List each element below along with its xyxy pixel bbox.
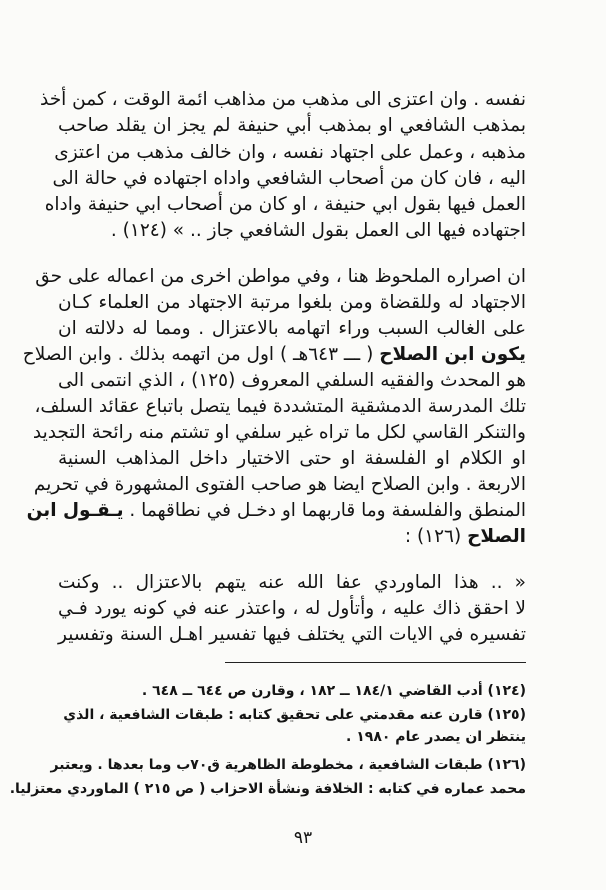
text-line: اجتهاده فيها الى العمل بقول الشافعي جاز .. » (١٢٤) . (110, 220, 526, 241)
text-line: مذهبه ، وعمل على اجتهاد نفسه ، وان خالف مذهب من اعتزى (54, 142, 526, 163)
text-line: تلك المدرسة الدمشقية المتشددة فيما يتصل باتباع عقائد السلف، (34, 396, 526, 417)
footnote: محمد عماره في كتابه : الخلافة ونشأة الاحزاب ( ص ٢١٥ ) الماوردي معتزليا. (9, 781, 526, 797)
text-run: (١٢٦) : (404, 526, 462, 547)
text-line: بمذهب الشافعي او بمذهب أبي حنيفة لم يجز ان يقلد صاحب (58, 115, 526, 136)
text-line: العمل فيها بقول ابي حنيفة ، او كان من أصحاب ابي حنيفة واداه (44, 194, 526, 215)
text-line: هو المحدث والفقيه السلفي المعروف (١٢٥) ، الذي انتمى الى (58, 370, 526, 391)
text-line: الاجتهاد له وللقضاة ومن بلغوا مرتبة الاجتهاد من العلماء كـان (58, 292, 526, 313)
author-name-bold: يـقـول ابن (26, 500, 124, 521)
page-number: ٩٣ (293, 828, 313, 848)
text-line: نفسه . وان اعتزى الى مذهب من مذاهب ائمة الوقت ، كمن أخذ (40, 89, 526, 110)
text-line: « .. هذا الماوردي عفا الله عنه يتهم بالاعتزال .. وكنت (58, 572, 526, 593)
text-line: الاربعة . وابن الصلاح ايضا هو صاحب الفتوى المشهورة في تحريم (33, 474, 526, 495)
author-name-bold: يكون ابن الصلاح (379, 344, 526, 365)
text-line (58, 525, 526, 549)
footnote: (١٢٥) قارن عنه مقدمتي على تحقيق كتابه : طبقات الشافعية ، الذي (63, 707, 526, 723)
text-run: المنطق والفلسفة وما قاربهما او دخـل في نطاقهما . (129, 500, 526, 521)
footnote: (١٢٦) طبقات الشافعية ، مخطوطة الظاهرية ق٧٠ب وما بعدها . ويعتبر (50, 757, 526, 773)
text-line: على الغالب السبب وراء اتهامه بالاعتزال . ومما له دلالته ان (58, 318, 526, 339)
footnote: (١٢٤) أدب القاضي ١٨٤/١ ــ ١٨٢ ، وقارن ص ٦٤٤ ــ ٦٤٨ . (141, 683, 526, 699)
text-line: والتنكر القاسي لكل ما تراه غير سلفي او تشتم منه رائحة التجديد (32, 422, 526, 443)
author-name-bold: الصلاح (467, 526, 526, 547)
text-line (22, 343, 526, 367)
footnote: ينتظر ان يصدر عام ١٩٨٠ . (346, 729, 526, 745)
text-line: او الكلام او الفلسفة او حتى الاختيار داخل المذاهب السنية (58, 448, 526, 469)
text-line (26, 499, 526, 523)
text-line: لا احقق ذاك عليه ، وأتأول له ، واعتذر عنه في كونه يورد فـي (58, 598, 526, 619)
text-line: اليه ، فان كان من أصحاب الشافعي واداه اجتهاده في حالة الى (52, 168, 526, 189)
footnote-divider (225, 662, 526, 663)
text-line: ان اصراره الملحوظ هنا ، وفي مواطن اخرى من اعماله على حق (35, 266, 526, 287)
text-line: تفسيره في الايات التي يختلف فيها تفسير اهـل السنة وتفسير (58, 624, 526, 645)
text-run: ( ـــ ٦٤٣هـ ) اول من اتهمه بذلك . وابن الصلاح (22, 344, 374, 365)
